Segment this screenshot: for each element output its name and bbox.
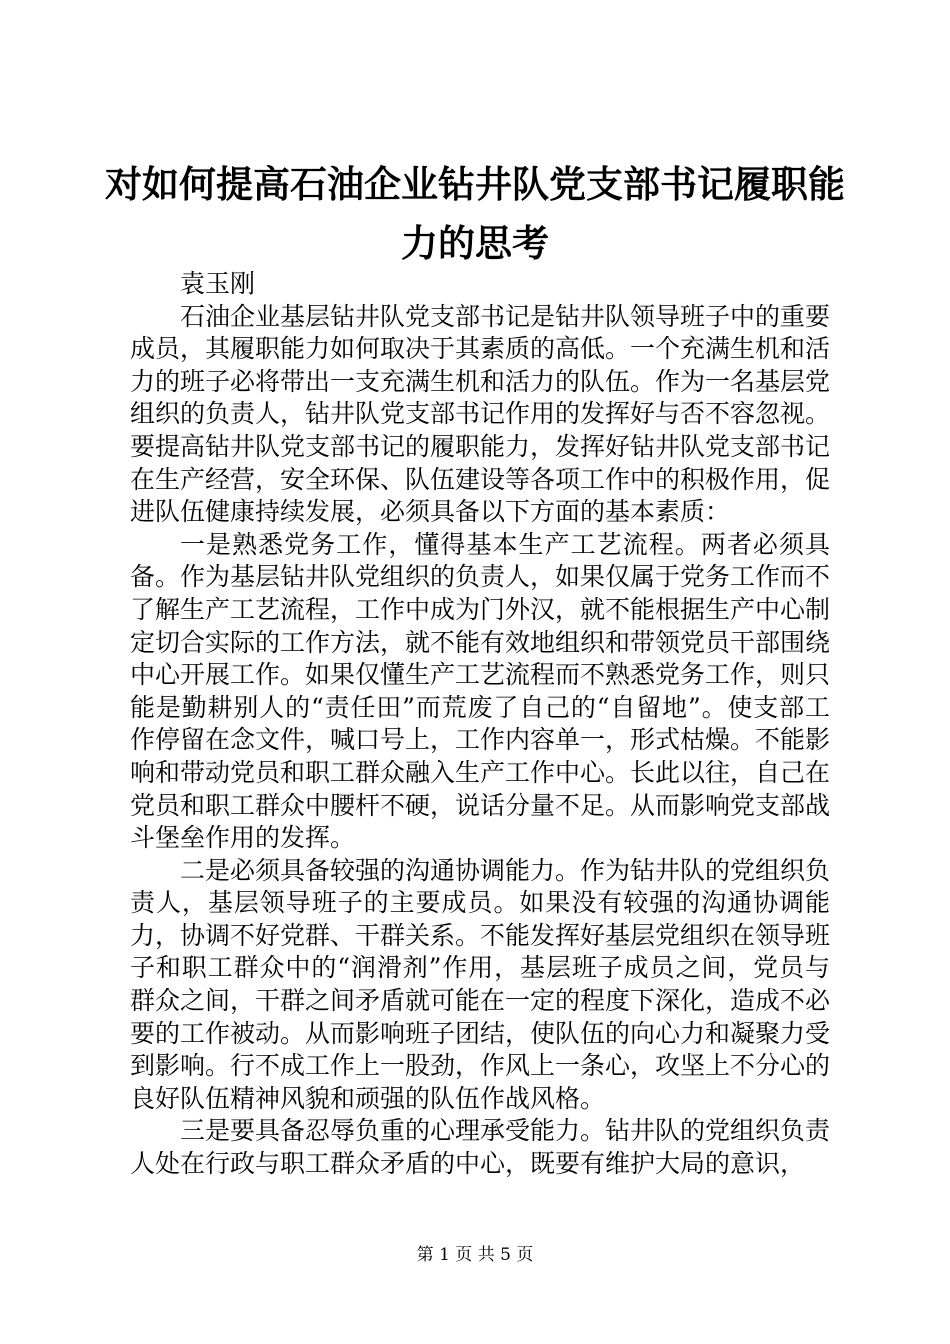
page-number-footer: 第 1 页 共 5 页 bbox=[416, 1245, 534, 1265]
document-body bbox=[130, 268, 830, 1181]
paragraph-4: 三是要具备忍辱负重的心理承受能力。钻井队的党组织负责人处在行政与职工群众矛盾的中心，既要有维护大局的意识， bbox=[130, 1116, 831, 1179]
paragraph-2: 一是熟悉党务工作，懂得基本生产工艺流程。两者必须具备。作为基层钻井队党组织的负责人，如果仅属于党务工作而不了解生产工艺流程，工作中成为门外汉，就不能根据生产中心制定切合实际的工作方法，就不能有效地组织和带领党员干部围绕中心开展工作。如果仅懂生产工艺流程而不熟悉党务工作，则只能是勤耕别人的“责任田”而荒废了自己的“自留地”。使支部工作停留在念文件，喊口号上，工作内容单一，形式枯燥。不能影响和带动党员和职工群众融入生产工作中心。长此以往，自己在党员和职工群众中腰杆不硬，说话分量不足。从而影响党支部战斗堡垒作用的发挥。 bbox=[130, 529, 831, 853]
document-title-line-1: 对如何提高石油企业钻井队党支部书记履职能 bbox=[105, 162, 845, 206]
paragraph-1: 石油企业基层钻井队党支部书记是钻井队领导班子中的重要成员，其履职能力如何取决于其素质的高低。一个充满生机和活力的班子必将带出一支充满生机和活力的队伍。作为一名基层党组织的负责人，钻井队党支部书记作用的发挥好与否不容忽视。要提高钻井队党支部书记的履职能力，发挥好钻井队党支部书记在生产经营，安全环保、队伍建设等各项工作中的积极作用，促进队伍健康持续发展，必须具备以下方面的基本素质： bbox=[130, 301, 831, 527]
document-title-line-2: 力的思考 bbox=[401, 221, 549, 265]
paragraph-3: 二是必须具备较强的沟通协调能力。作为钻井队的党组织负责人，基层领导班子的主要成员。如果没有较强的沟通协调能力，协调不好党群、干群关系。不能发挥好基层党组织在领导班子和职工群众中的“润滑剂”作用，基层班子成员之间，党员与群众之间，干群之间矛盾就可能在一定的程度下深化，造成不必要的工作被动。从而影响班子团结，使队伍的向心力和凝聚力受到影响。行不成工作上一股劲，作风上一条心，攻坚上不分心的良好队伍精神风貌和顽强的队伍作战风格。 bbox=[130, 855, 831, 1113]
author-name: 袁玉刚 bbox=[180, 269, 256, 298]
